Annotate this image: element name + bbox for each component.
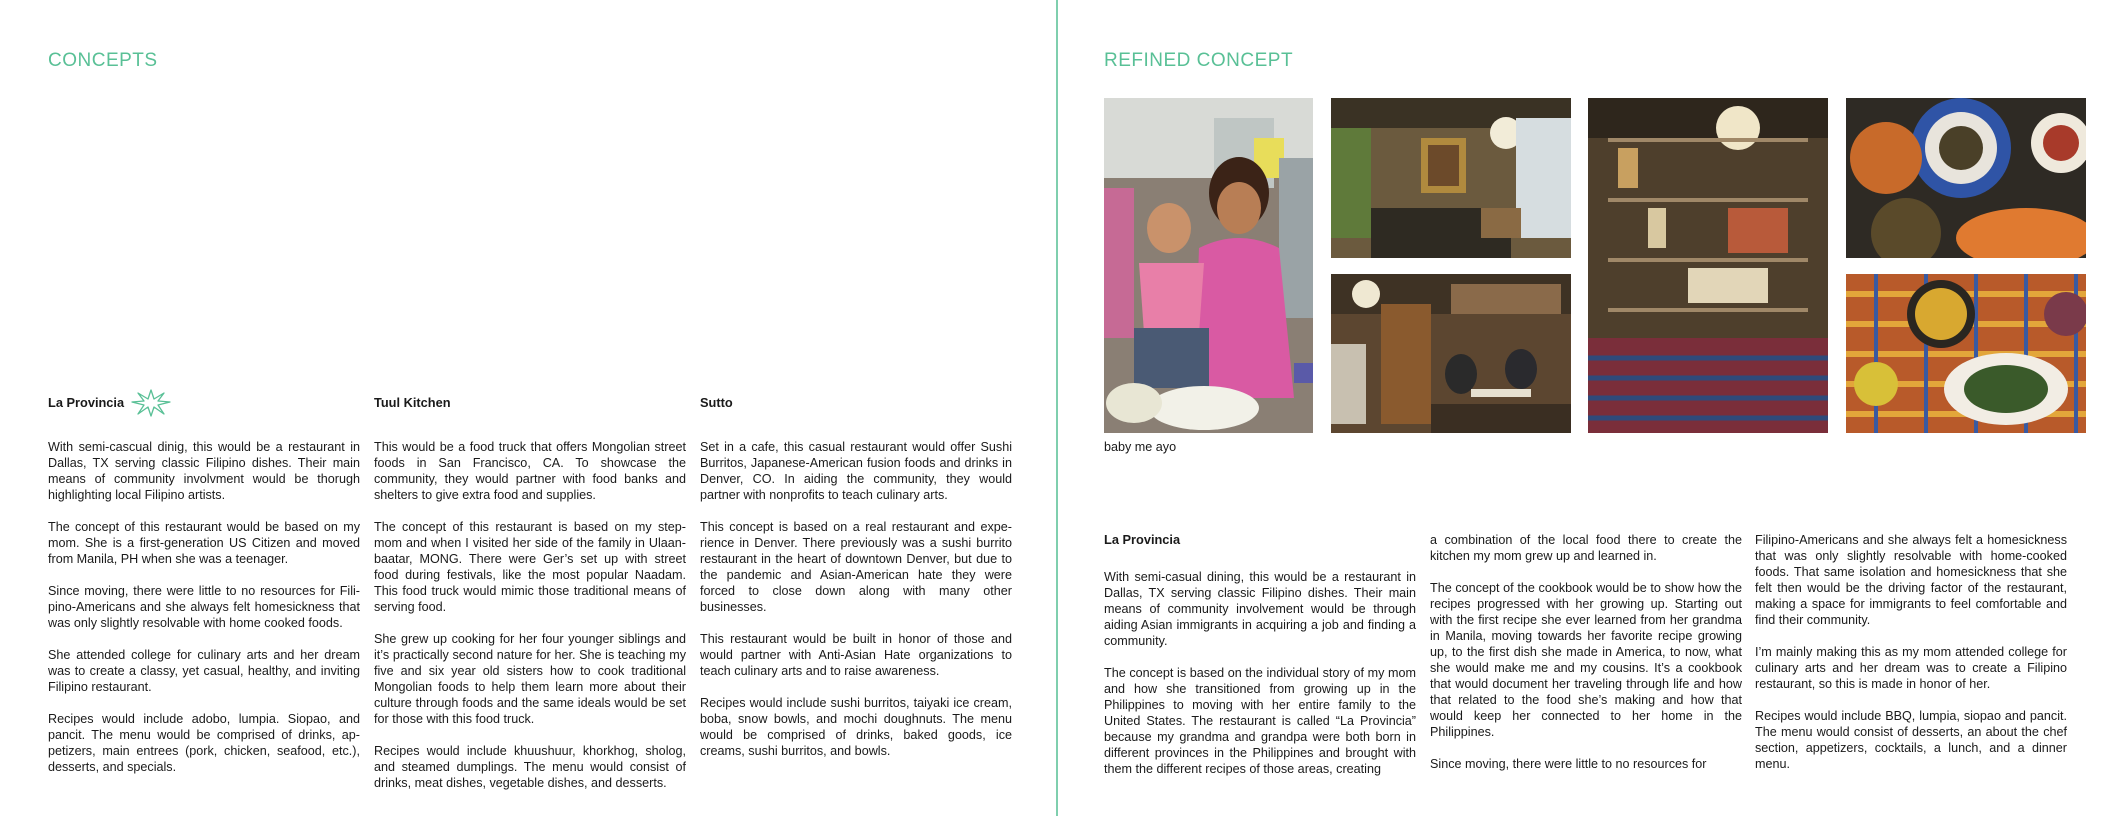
refined-concept-title: REFINED CONCEPT [1104,50,1294,71]
paragraph: a combination of the local food there to create the kitchen my mom grew up and learned in. [1430,533,1742,563]
paragraph: Since moving, there were little to no resources for [1430,757,1707,771]
refined-column-3 [1755,532,2067,772]
paragraph: Recipes would include sushi burritos, taiyaki ice cream, boba, snow bowls, and mochi doughnuts. The menu would be comprised of drinks, baked goods, ice creams, sushi burritos, and bowls. [700,696,1012,758]
concept-name: Tuul Kitchen [374,395,451,410]
photo-caption: baby me ayo [1104,440,1177,454]
paragraph: The concept of this restaurant would be based on my mom. She is a first-generation US Citizen and moved from Manila, PH when she was a teenager. [48,520,360,566]
paragraph: Recipes would include khuushuur, khorkhog, sholog, and steamed dumplings. The menu would consist of drinks, meat dishes, vegetable dishes, and desserts. [374,744,686,790]
photo-restaurant-dining [1331,274,1571,433]
paragraph: Set in a cafe, this casual restaurant would offer Sushi Burritos, Japanese-American fusion foods and drinks in Denver, CO. In aiding the community, they would partner with nonprofits to teach culinary arts. [700,440,1012,502]
photo-bar-shelves [1588,98,1828,433]
paragraph: With semi-cascual dinig, this would be a restaurant in Dallas, TX serving classic Filipino dishes. Their main means of community involvment would be thorugh highlighting local Filipino artists. [48,440,360,502]
photo-table-spread [1846,274,2086,433]
starburst-icon [130,388,172,418]
refined-column-2 [1430,532,1742,772]
concept-sutto [700,388,1012,759]
paragraph: She grew up cooking for her four younger siblings and it’s practically second nature for her. She is teaching my five and six year old sisters how to cook traditional Mongolian foods to help them learn more about their culture through foods and the same ideals would be set for those with this food truck. [374,632,686,726]
right-page [1058,0,2112,816]
concept-la-provincia [48,388,360,775]
paragraph: This restaurant would be built in honor of those and would partner with Anti-Asian Hate organizations to teach culinary arts and to raise awareness. [700,632,1012,678]
concept-name: Sutto [700,395,733,410]
paragraph: Recipes would include BBQ, lumpia, siopao and pancit. The menu would consist of desserts, an about the chef section, appetizers, cocktails, a lunch, and a dinner menu. [1755,709,2067,771]
paragraph: I’m mainly making this as my mom attended college for culinary arts and her dream was to create a Filipino restaurant, so this is made in honor of her. [1755,645,2067,691]
paragraph: The concept is based on the individual story of my mom and how she transitioned from growing up in the Philippines to moving with her entire family to the United States. The restaurant is called “La Provincia” because my grandma and grandpa were both born in different provinces in the Philippines and brought with them the different recipes of those areas, creating [1104,666,1416,776]
refined-heading: La Provincia [1104,532,1181,547]
paragraph: Recipes would include adobo, lumpia. Siopao, and pancit. The menu would be comprised of drinks, ap-petizers, main entrees (pork, chicken, seafood, etc.), desserts, and specials. [48,712,360,774]
paragraph: This would be a food truck that offers Mongolian street foods in San Francisco, CA. To showcase the community, they would partner with food banks and shelters to give extra food and supplies. [374,440,686,502]
concepts-title: CONCEPTS [48,50,158,71]
paragraph: This concept is based on a real restaurant and expe-rience in Denver. There previously was a sushi burrito restaurant in the heart of downtown Denver, but due to the pandemic and Asian-American hate they were forced to close down along with many other businesses. [700,520,1012,614]
paragraph: Since moving, there were little to no resources for Fili-pino-Americans and she always felt homesickness that was only slightly resolvable with home cooked foods. [48,584,360,630]
paragraph: She attended college for culinary arts and her dream was to create a classy, yet casual, healthy, and inviting Filipino restaurant. [48,648,360,694]
photo-mom-and-baby [1104,98,1313,433]
refined-column-1 [1104,532,1416,777]
paragraph: The concept of the cookbook would be to show how the recipes progressed with her growing up. Starting out with the first recipe she ever learned from her grandma in Manila, moving towards her favorite recipe growing up, to the first dish she made in America, to now, what she would make me and my cousins. It’s a cookbook that would document her traveling through life and how that related to the food she’s making and how that would keep her connected to her home in the Philippines. [1430,581,1742,739]
paragraph: Filipino-Americans and she always felt a homesickness that was only slightly resolvable with home-cooked foods. That same isolation and homesickness that she felt then would be the driving factor of the restaurant, making a space for immigrants to feel comfortable and find their community. [1755,533,2067,627]
paragraph: With semi-casual dining, this would be a restaurant in Dallas, TX serving classic Filipino dishes. Their main means of community involvement would be through aiding Asian immigrants in acquiring a job and finding a community. [1104,570,1416,648]
paragraph: The concept of this restaurant is based on my step-mom and when I visited her side of the family in Ulaan-baatar, MONG. There were Ger’s set up with street food during festivals, like the most popular Naadam. This food truck would mimic those traditional means of serving food. [374,520,686,614]
concept-tuul-kitchen [374,388,686,791]
concept-name: La Provincia [48,395,125,410]
photo-filipino-dishes [1846,98,2086,258]
photo-restaurant-interior [1331,98,1571,258]
